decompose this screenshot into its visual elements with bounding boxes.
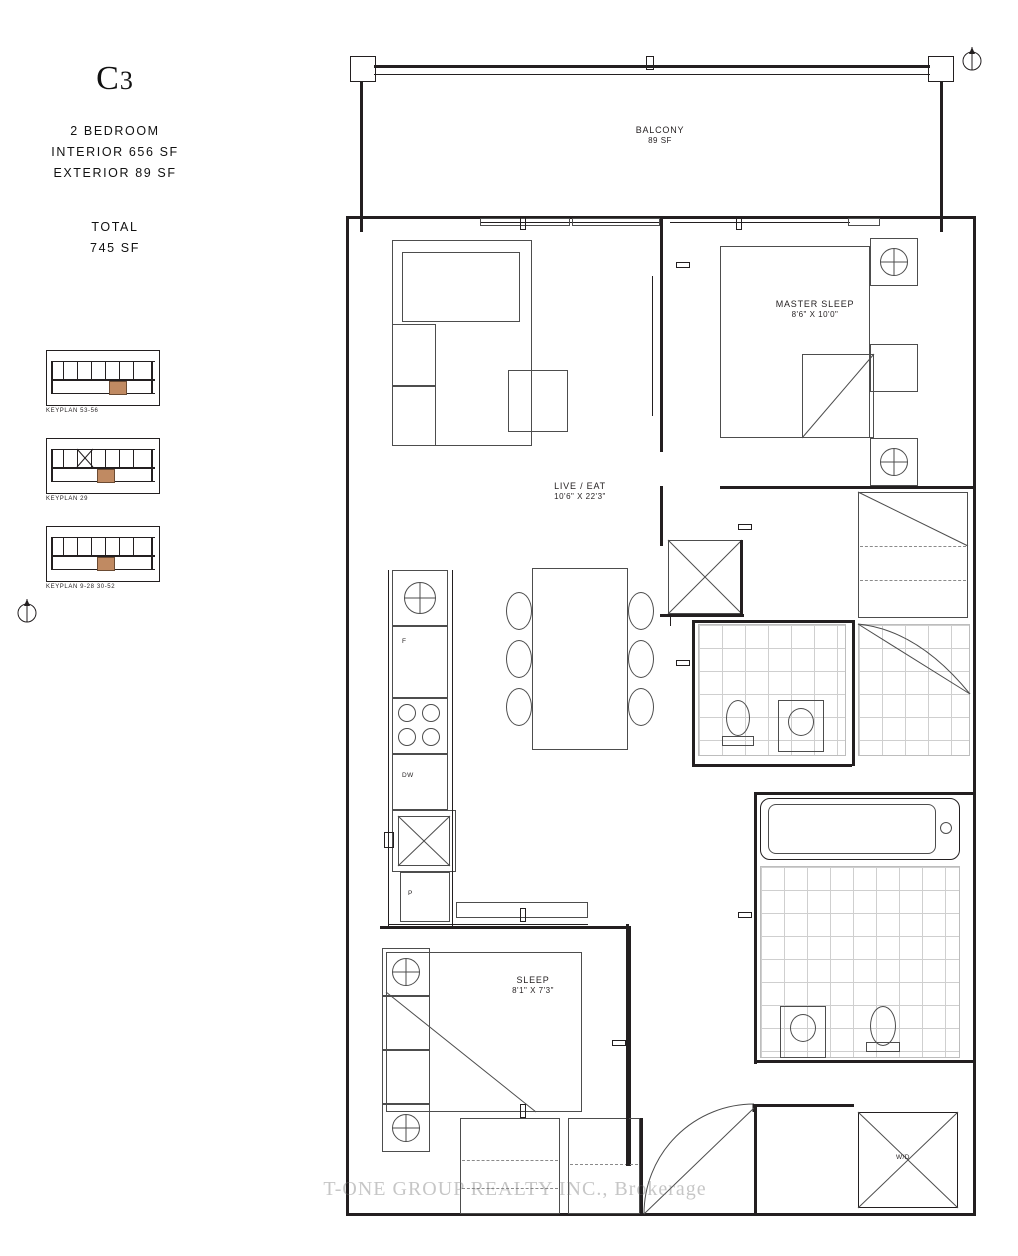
corridor-wall <box>626 926 629 1166</box>
master-lamp-bottom-cross <box>880 448 908 476</box>
tub-drain <box>940 822 952 834</box>
bath2-toilet-bowl <box>870 1006 896 1046</box>
master-wall-bottom <box>720 486 976 489</box>
pantry <box>400 872 450 922</box>
dishwasher-label: DW <box>402 772 414 779</box>
interior-area: INTERIOR 656 SF <box>51 145 179 159</box>
total-area: 745 SF <box>90 241 140 255</box>
bath1-door-jamb <box>670 616 671 626</box>
total-label: TOTAL <box>91 220 139 234</box>
dining-chair <box>628 688 654 726</box>
bath2-sink-basin <box>790 1014 816 1042</box>
plan-code-sub: 3 <box>119 66 134 95</box>
pantry-label: P <box>408 890 413 897</box>
sofa-cushion-1 <box>402 252 520 322</box>
brokerage-watermark: T-ONE GROUP REALTY INC., Brokerage <box>323 1178 707 1200</box>
room-label-live-eat: LIVE / EAT 10'6" X 22'3" <box>554 481 606 502</box>
bath1-wall-left <box>692 620 695 766</box>
master-dresser <box>870 344 918 392</box>
keyplan-group <box>46 350 166 614</box>
room-label-sleep: SLEEP 8'1" X 7'3" <box>512 975 554 996</box>
burner <box>398 704 416 722</box>
kitchen-counter-edge <box>388 924 588 925</box>
kitchen-wall-inner <box>452 570 453 926</box>
sofa-cushion-3 <box>392 386 436 446</box>
entry-wall-left <box>754 1104 757 1216</box>
closet-door-swing <box>858 492 968 546</box>
balcony-edge-left <box>360 82 363 232</box>
closet-shelf-line <box>860 546 966 547</box>
door-jamb <box>676 660 690 666</box>
dining-chair <box>506 688 532 726</box>
bath2-wall-left <box>754 792 757 1064</box>
bath1-wall-bottom <box>692 764 852 767</box>
hall-wall <box>660 486 663 546</box>
shower-wall <box>852 620 855 766</box>
exterior-area: EXTERIOR 89 SF <box>53 166 177 180</box>
dining-chair <box>628 640 654 678</box>
keyplan-1 <box>46 350 158 414</box>
room-label-master-sleep: MASTER SLEEP 8'6" X 10'0" <box>775 299 855 320</box>
fridge-label: F <box>402 638 407 645</box>
slider-panel-right <box>572 218 660 226</box>
balcony-railing-inner <box>374 74 930 75</box>
washer-dryer-label: W/D <box>896 1154 910 1161</box>
door-jamb <box>738 912 752 918</box>
closet-shelf-line <box>860 580 966 581</box>
plan-code-main: C <box>96 60 120 97</box>
balcony-railing-post <box>646 56 654 70</box>
keyplan-1-caption: KEYPLAN 53-56 <box>46 408 99 414</box>
door-jamb <box>736 216 742 230</box>
bathtub-inner <box>768 804 936 854</box>
faucet <box>384 832 394 848</box>
sofa-cushion-2 <box>392 324 436 386</box>
sleep-lamp-bottom-cross <box>392 1114 420 1142</box>
dining-chair <box>628 592 654 630</box>
burner <box>422 728 440 746</box>
balcony-column-right <box>928 56 954 82</box>
foyer-wall-right <box>740 540 743 616</box>
dishwasher <box>392 754 448 810</box>
bath2-wall-bottom <box>754 1060 974 1063</box>
exterior-wall-left <box>346 216 349 1216</box>
sleep-wall-top <box>380 926 630 929</box>
sleep-bed-fold <box>386 992 536 1112</box>
foyer-closet-cross <box>668 540 742 614</box>
door-jamb <box>738 524 752 530</box>
door-jamb <box>520 216 526 230</box>
plan-info-block <box>0 60 230 262</box>
burner <box>422 704 440 722</box>
entry-wall-top <box>754 1104 854 1107</box>
entry-closet-shelf <box>462 1160 558 1161</box>
balcony-column-left <box>350 56 376 82</box>
sink-basin <box>788 708 814 736</box>
keyplan-2-caption: KEYPLAN 29 <box>46 496 89 502</box>
door-jamb <box>612 1040 626 1046</box>
foyer-wall-bottom <box>660 614 744 617</box>
dining-chair <box>506 640 532 678</box>
bath1-wall-top <box>692 620 852 623</box>
door-jamb <box>520 908 526 922</box>
burner <box>398 728 416 746</box>
door-jamb <box>520 1104 526 1118</box>
toilet-tank <box>722 736 754 746</box>
sink-basin-detail <box>398 816 450 866</box>
keyplan-3 <box>46 526 158 590</box>
bath2-toilet-tank <box>866 1042 900 1052</box>
dining-chair <box>506 592 532 630</box>
room-label-balcony: BALCONY 89 SF <box>635 125 685 146</box>
kitchen-counter-cross <box>404 582 436 614</box>
keyplan-2-diagram <box>46 438 160 494</box>
north-arrow-icon <box>14 598 40 624</box>
master-bed-fold <box>802 354 874 438</box>
bath2-wall-top <box>754 792 974 795</box>
window-band-top <box>670 222 850 223</box>
master-door-slider <box>652 276 653 416</box>
bedroom-count: 2 BEDROOM <box>70 124 160 138</box>
exterior-wall-right <box>973 216 976 1216</box>
keyplan-2 <box>46 438 158 502</box>
keyplan-3-caption: KEYPLAN 9-28 30-52 <box>46 584 116 590</box>
keyplan-1-diagram <box>46 350 160 406</box>
shower-door-swing <box>858 624 970 694</box>
window-panel-top-right <box>848 218 880 226</box>
page-title <box>0 60 230 98</box>
toilet-bowl <box>726 700 750 736</box>
master-lamp-top-cross <box>880 248 908 276</box>
coffee-table <box>508 370 568 432</box>
door-jamb <box>676 262 690 268</box>
kitchen-partition <box>388 570 389 926</box>
dining-table <box>532 568 628 750</box>
floor-plan-drawing <box>340 40 1000 1220</box>
north-arrow-icon <box>960 46 984 72</box>
keyplan-3-diagram <box>46 526 160 582</box>
fridge <box>392 626 448 698</box>
balcony-edge-right <box>940 82 943 232</box>
master-bedroom-wall <box>660 216 663 452</box>
